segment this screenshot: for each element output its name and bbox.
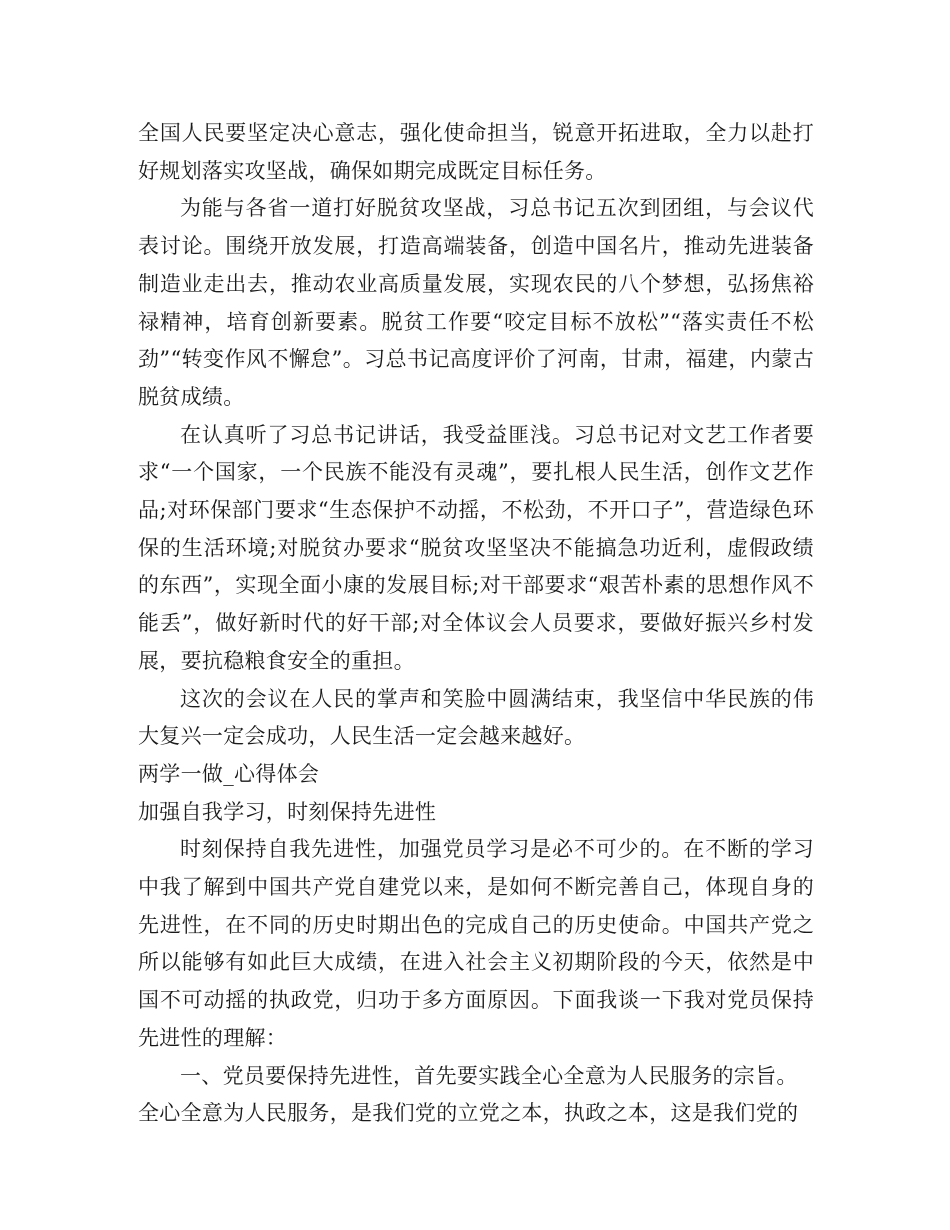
paragraph-poverty-alleviation: 为能与各省一道打好脱贫攻坚战，习总书记五次到团组，与会议代表讨论。围绕开放发展，打造高端装备，创造中国名片，推动先进装备制造业走出去，推动农业高质量发展，实现农民的八个梦想，弘扬焦裕禄精神，培育创新要素。脱贫工作要“咬定目标不放松”“落实责任不松劲”“转变作风不懈怠”。习总书记高度评价了河南，甘肃，福建，内蒙古脱贫成绩。 (138, 196, 814, 409)
paragraph-self-study: 时刻保持自我先进性，加强党员学习是必不可少的。在不断的学习中我了解到中国共产党自建党以来，是如何不断完善自己，体现自身的先进性，在不同的历史时期出色的完成自己的历史使命。中国共产党之所以能够有如此巨大成绩，在进入社会主义初期阶段的今天，依然是中国不可动摇的执政党，归功于多方面原因。下面我谈一下我对党员保持先进性的理解： (138, 837, 814, 1050)
paragraph-continued-top: 全国人民要坚定决心意志，强化使命担当，锐意开拓进取，全力以赴打好规划落实攻坚战，确保如期完成既定目标任务。 (138, 121, 814, 183)
section-heading: 两学一做_心得体会 (138, 761, 320, 786)
paragraph-meeting-conclusion: 这次的会议在人民的掌声和笑脸中圆满结束，我坚信中华民族的伟大复兴一定会成功，人民生活一定会越来越好。 (138, 686, 814, 749)
paragraph-continued-bottom: 全心全意为人民服务，是我们党的立党之本，执政之本，这是我们党的 (138, 1101, 799, 1126)
paragraph-speech-reflection: 在认真听了习总书记讲话，我受益匪浅。习总书记对文艺工作者要求“一个国家，一个民族不能没有灵魂”，要扎根人民生活，创作文艺作品;对环保部门要求“生态保护不动摇，不松劲，不开口子”，营造绿色环保的生活环境;对脱贫办要求“脱贫攻坚坚决不能搞急功近利，虚假政绩的东西”，实现全面小康的发展目标;对干部要求“艰苦朴素的思想作风不能丢”，做好新时代的好干部;对全体议会人员要求，要做好振兴乡村发展，要抗稳粮食安全的重担。 (138, 422, 814, 673)
section-subheading: 加强自我学习，时刻保持先进性 (138, 799, 437, 824)
document-body (138, 115, 814, 1133)
paragraph-point-one: 一、党员要保持先进性，首先要实践全心全意为人民服务的宗旨。 (180, 1063, 798, 1088)
